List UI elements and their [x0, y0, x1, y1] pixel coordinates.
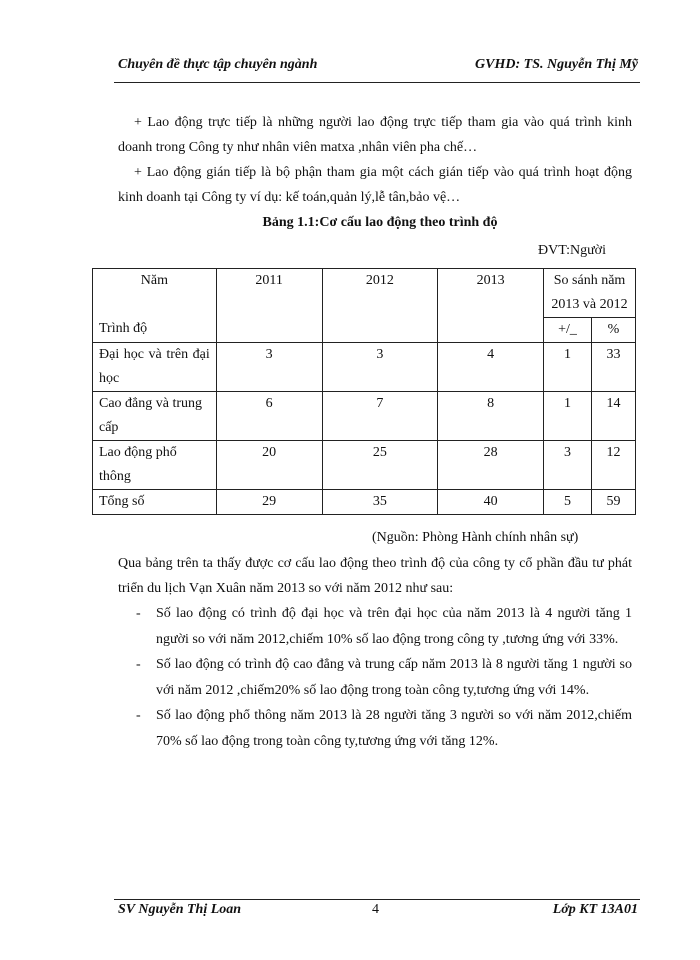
list-item-text: Số lao động có trình độ cao đẳng và trung cấp năm 2013 là 8 người tăng 1 người so với năm 2012 ,chiếm20% số lao động trong toàn công ty,tương ứng với 14%.	[156, 657, 632, 698]
cell-2012: 3	[322, 343, 438, 392]
list-item-text: Số lao động có trình độ đại học và trên đại học của năm 2013 là 4 người tăng 1 người so với năm 2012,chiếm 10% số lao động trong công ty ,tương ứng với 33%.	[156, 606, 632, 647]
bullet-dash: -	[136, 606, 141, 621]
row-label: Cao đẳng và trung cấp	[93, 392, 217, 441]
header-year-2013: 2013	[438, 269, 544, 343]
cell-2011: 6	[216, 392, 322, 441]
cell-2013: 28	[438, 441, 544, 490]
cell-2012: 35	[322, 490, 438, 515]
header-level-label: Trình độ	[99, 321, 148, 336]
list-item	[136, 703, 632, 754]
cell-diff: 3	[544, 441, 592, 490]
cell-2011: 20	[216, 441, 322, 490]
row-label: Tổng số	[93, 490, 217, 515]
table-header-row	[93, 269, 636, 318]
cell-pct: 33	[592, 343, 636, 392]
header-right-advisor: GVHD: TS. Nguyễn Thị Mỹ	[475, 57, 638, 72]
cell-pct: 12	[592, 441, 636, 490]
header-corner-cell	[93, 269, 217, 343]
header-compare-diff: +/_	[544, 318, 592, 343]
footer-student: SV Nguyễn Thị Loan	[118, 902, 242, 917]
bullet-dash: -	[136, 657, 141, 672]
list-item	[136, 601, 632, 652]
table-row	[93, 343, 636, 392]
row-label: Đại học và trên đại học	[93, 343, 217, 392]
cell-2012: 7	[322, 392, 438, 441]
table-unit: ĐVT:Người	[538, 243, 606, 258]
list-item-text: Số lao động phổ thông năm 2013 là 28 người tăng 3 người so với năm 2012,chiếm 70% số lao động trong toàn công ty,tương ứng với tăng 12%.	[156, 708, 632, 749]
cell-diff: 5	[544, 490, 592, 515]
header-compare: So sánh năm 2013 và 2012	[544, 269, 636, 318]
row-label: Lao động phổ thông	[93, 441, 217, 490]
cell-pct: 59	[592, 490, 636, 515]
cell-diff: 1	[544, 392, 592, 441]
header-left-title: Chuyên đề thực tập chuyên ngành	[118, 57, 318, 72]
header-year-2012: 2012	[322, 269, 438, 343]
table-row	[93, 441, 636, 490]
footer-class: Lớp KT 13A01	[552, 902, 638, 917]
analysis-list	[136, 601, 632, 754]
cell-diff: 1	[544, 343, 592, 392]
table-title: Bảng 1.1:Cơ cấu lao động theo trình độ	[262, 215, 498, 230]
footer-page-number: 4	[372, 902, 379, 917]
paragraph-text: + Lao động trực tiếp là những người lao động trực tiếp tham gia vào quá trình kinh doanh trong Công ty như nhân viên matxa ,nhân viên pha chế…	[118, 115, 632, 155]
labor-structure-table	[92, 268, 636, 515]
cell-2013: 4	[438, 343, 544, 392]
cell-2011: 29	[216, 490, 322, 515]
cell-2013: 40	[438, 490, 544, 515]
cell-2013: 8	[438, 392, 544, 441]
analysis-intro: Qua bảng trên ta thấy được cơ cấu lao động theo trình độ của công ty cổ phần đầu tư phát triển du lịch Vạn Xuân năm 2013 so với năm 2012 như sau:	[118, 556, 632, 596]
paragraph-direct-labor	[118, 110, 632, 160]
table-row	[93, 392, 636, 441]
paragraph-text: + Lao động gián tiếp là bộ phận tham gia một cách gián tiếp vào quá trình hoạt động kinh doanh tại Công ty ví dụ: kế toán,quản lý,lễ tân,bảo vệ…	[118, 165, 632, 205]
footer-divider	[114, 899, 640, 900]
bullet-dash: -	[136, 708, 141, 723]
cell-2012: 25	[322, 441, 438, 490]
header-divider	[114, 82, 640, 83]
table-row-total	[93, 490, 636, 515]
paragraph-indirect-labor	[118, 160, 632, 210]
list-item	[136, 652, 632, 703]
table-source: (Nguồn: Phòng Hành chính nhân sự)	[372, 530, 579, 545]
header-compare-pct: %	[592, 318, 636, 343]
cell-2011: 3	[216, 343, 322, 392]
cell-pct: 14	[592, 392, 636, 441]
header-year-label: Năm	[140, 273, 168, 288]
header-year-2011: 2011	[216, 269, 322, 343]
